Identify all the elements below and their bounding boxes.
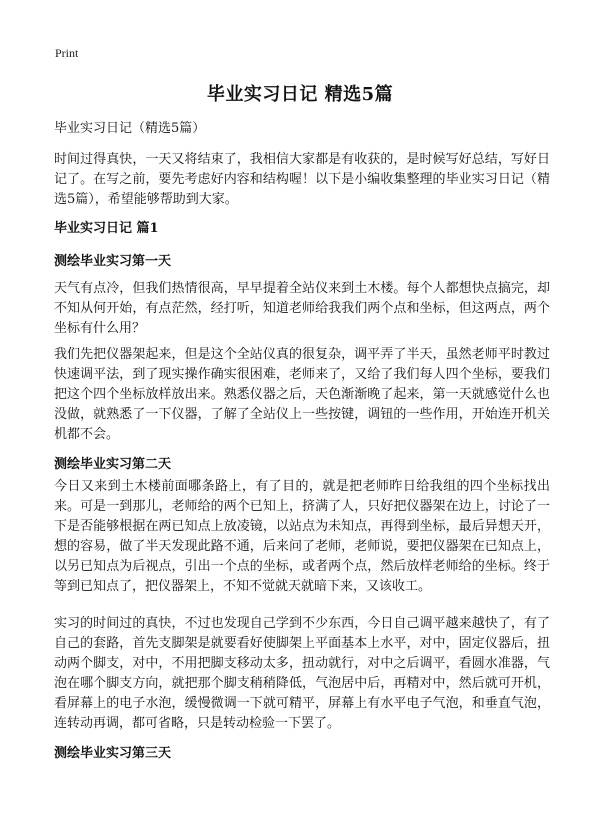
day-2-paragraph-1: 今日又来到土木楼前面哪条路上，有了目的，就是把老师昨日给我组的四个坐标找出来。可是一到那儿，老师给的两个已知上，挤满了人，只好把仪器架在边上，讨论了一下是否能够根据在两已知点上放凌镜，以站点为未知点，再得到坐标，最后异想天开，想的容易，做了半天发现此路不通，后来问了老师，老师说，要把仪器架在已知点上，以另已知点为后视点，引出一个点的坐标，或者两个点，然后放样老师给的坐标。终于等到已知点了，把仪器架上，不知不觉就天就暗下来，又该收工。 bbox=[54, 479, 550, 594]
print-link[interactable]: Print bbox=[55, 46, 79, 60]
day-1-paragraph-2: 我们先把仪器架起来，但是这个全站仪真的很复杂，调平弄了半天，虽然老师平时教过快速调平法，到了现实操作确实很困难，老师来了，又给了我们每人四个坐标，要我们把这个四个坐标放样放出来。熟悉仪器之后，天色渐渐晚了起来，第一天就感觉什么也没做，就熟悉了一下仪器，了解了全站仪上一些按键，调钮的一些作用，开始连开机关机都不会。 bbox=[54, 347, 550, 442]
day-1-paragraph-1: 天气有点冷，但我们热情很高，早早提着全站仪来到土木楼。每个人都想快点搞完，却不知从何开始，有点茫然，经打听，知道老师给我我们两个点和坐标，但这两点，两个坐标有什么用？ bbox=[54, 281, 550, 336]
page-title: 毕业实习日记 精选5篇 bbox=[206, 84, 394, 105]
day-2-heading: 测绘毕业实习第二天 bbox=[54, 457, 172, 472]
section-heading: 毕业实习日记 篇1 bbox=[54, 221, 159, 236]
day-3-heading: 测绘毕业实习第三天 bbox=[54, 746, 172, 761]
intro-paragraph: 时间过得真快，一天又将结束了，我相信大家都是有收获的，是时候写好总结，写好日记了。在写之前，要先考虑好内容和结构喔！以下是小编收集整理的毕业实习日记（精选5篇），希望能够帮助到大家。 bbox=[54, 152, 550, 207]
day-1-heading: 测绘毕业实习第一天 bbox=[54, 254, 172, 269]
day-2-paragraph-2: 实习的时间过的真快，不过也发现自己学到不少东西，今日自己调平越来越快了，有了自己的套路，首先支脚架是就要看好使脚架上平面基本上水平，对中，固定仪器后，扭动两个脚支，对中，不用把脚支移动太多，扭动就行，对中之后调平，看圆水准器，气泡在哪个脚支方向，就把那个脚支稍稍降低，气泡居中后，再精对中，然后就可开机，看屏幕上的电子水泡，缓慢微调一下就可精平，屏幕上有水平电子气泡，和垂直气泡，连转动再调，都可省略，只是转动检验一下罢了。 bbox=[54, 616, 550, 731]
article-subtitle: 毕业实习日记（精选5篇） bbox=[54, 121, 206, 136]
